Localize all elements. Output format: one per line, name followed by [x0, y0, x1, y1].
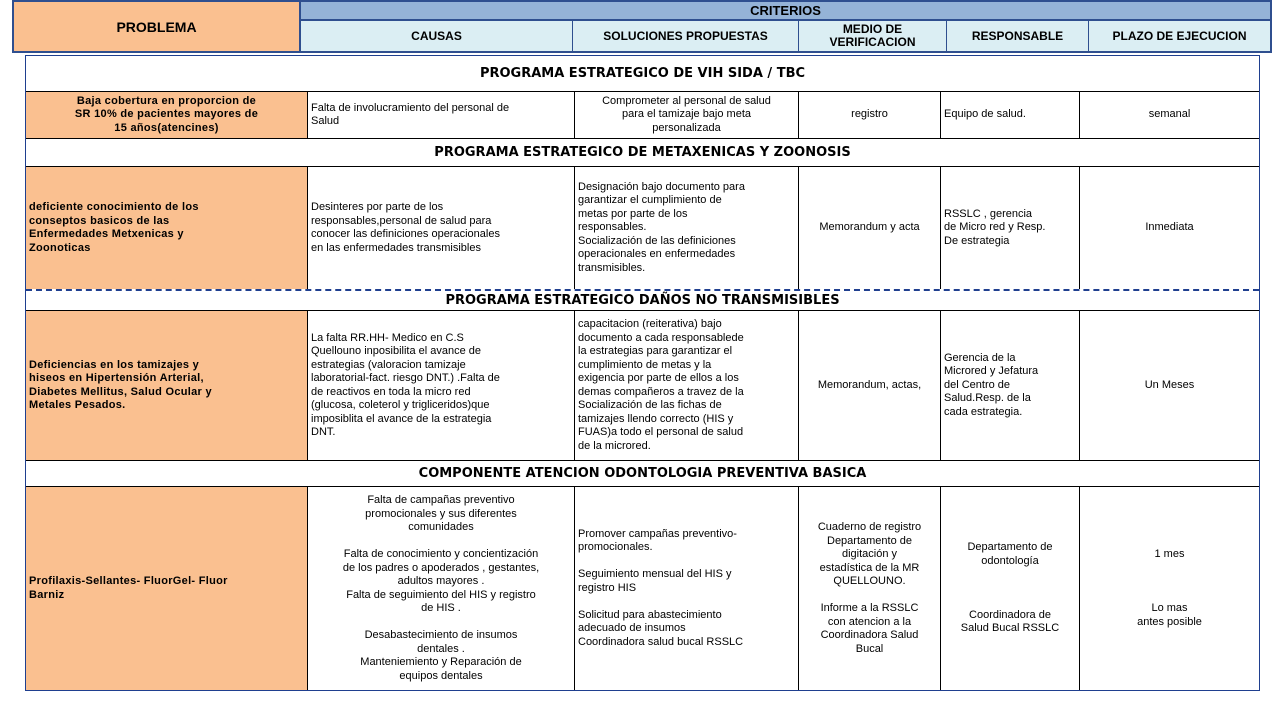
table-row	[26, 487, 1259, 690]
responsible-cell: RSSLC , gerencia de Micro red y Resp. De estrategia	[941, 167, 1080, 289]
responsible-cell: Equipo de salud.	[941, 92, 1080, 138]
solutions-cell: Comprometer al personal de salud para el tamizaje bajo meta personalizada	[575, 92, 799, 138]
verification-cell: Cuaderno de registro Departamento de digitación y estadística de la MR QUELLOUNO. Informe a la RSSLC con atencion a la Coordinadora Salud Bucal	[799, 487, 941, 690]
solutions-cell: capacitacion (reiterativa) bajo documento a cada responsablede la estrategias para garantizar el cumplimiento de metas y la exigencia por parte de ellos a los demas compañeros a travez de la Socialización de las fichas de tamizajes llendo correcto (HIS y FUAS)a todo el personal de salud de la microred.	[575, 311, 799, 460]
header-causas: CAUSAS	[301, 21, 573, 51]
solutions-cell: Promover campañas preventivo- promocionales. Seguimiento mensual del HIS y registro HIS Solicitud para abastecimiento adecuado de insumos Coordinadora salud bucal RSSLC	[575, 487, 799, 690]
causes-cell: Desinteres por parte de los responsables,personal de salud para conocer las definiciones operacionales en las enfermedades transmisibles	[308, 167, 575, 289]
header-problema: PROBLEMA	[14, 2, 301, 51]
verification-cell: Memorandum, actas,	[799, 311, 941, 460]
causes-cell: La falta RR.HH- Medico en C.S Quellouno inposibilita el avance de estrategias (valoracion tamizaje laboratorial-fact. riesgo DNT.) .Falta de de reactivos en toda la micro red (glucosa, coleterol y trigliceridos)que imposiblita el avance de la estrategia DNT.	[308, 311, 575, 460]
responsible-cell: Gerencia de la Microred y Jefatura del Centro de Salud.Resp. de la cada estrategia.	[941, 311, 1080, 460]
deadline-cell: 1 mes Lo mas antes posible	[1137, 548, 1202, 628]
table-row	[26, 311, 1259, 461]
solutions-cell: Designación bajo documento para garantizar el cumplimiento de metas por parte de los responsables. Socialización de las definiciones operacionales en enfermedades transmisibles.	[575, 167, 799, 289]
table-row	[26, 92, 1259, 139]
causes-cell: Falta de involucramiento del personal de Salud	[308, 92, 575, 138]
deadline-cell: semanal	[1148, 108, 1191, 121]
header-plazo: PLAZO DE EJECUCION	[1089, 21, 1270, 51]
header-criterios: CRITERIOS	[301, 2, 1270, 21]
verification-cell: Memorandum y acta	[799, 167, 941, 289]
problem-cell: Deficiencias en los tamizajes y hiseos en Hipertensión Arterial, Diabetes Mellitus, Salud Ocular y Metales Pesados.	[26, 311, 308, 460]
responsible-cell: Departamento de odontología Coordinadora de Salud Bucal RSSLC	[941, 487, 1080, 690]
strategy-table	[25, 55, 1260, 691]
section-title: PROGRAMA ESTRATEGICO DAÑOS NO TRANSMISIBLES	[26, 291, 1259, 311]
section-title: PROGRAMA ESTRATEGICO DE VIH SIDA / TBC	[26, 56, 1259, 92]
table-row	[26, 167, 1259, 291]
header-medio-verificacion: MEDIO DE VERIFICACION	[799, 21, 947, 51]
section-title: PROGRAMA ESTRATEGICO DE METAXENICAS Y ZOONOSIS	[26, 139, 1259, 167]
problem-cell: Baja cobertura en proporcion de SR 10% de pacientes mayores de 15 años(atencines)	[26, 92, 308, 138]
problem-cell: Profilaxis-Sellantes- FluorGel- Fluor Barniz	[26, 487, 308, 690]
deadline-cell: Inmediata	[1145, 221, 1194, 234]
section-title: COMPONENTE ATENCION ODONTOLOGIA PREVENTIVA BASICA	[26, 461, 1259, 487]
header-responsable: RESPONSABLE	[947, 21, 1089, 51]
problem-cell: deficiente conocimiento de los conseptos basicos de las Enfermedades Metxenicas y Zoonoticas	[26, 167, 308, 289]
deadline-cell: Un Meses	[1144, 378, 1195, 391]
criteria-header	[12, 0, 1272, 53]
header-soluciones: SOLUCIONES PROPUESTAS	[573, 21, 799, 51]
causes-cell: Falta de campañas preventivo promocionales y sus diferentes comunidades Falta de conocimiento y concientización de los padres o apoderados , gestantes, adultos mayores . Falta de seguimiento del HIS y registro de HIS . Desabastecimiento de insumos dentales . Manteniemiento y Reparación de equipos dentales	[308, 487, 575, 690]
verification-cell: registro	[799, 92, 941, 138]
